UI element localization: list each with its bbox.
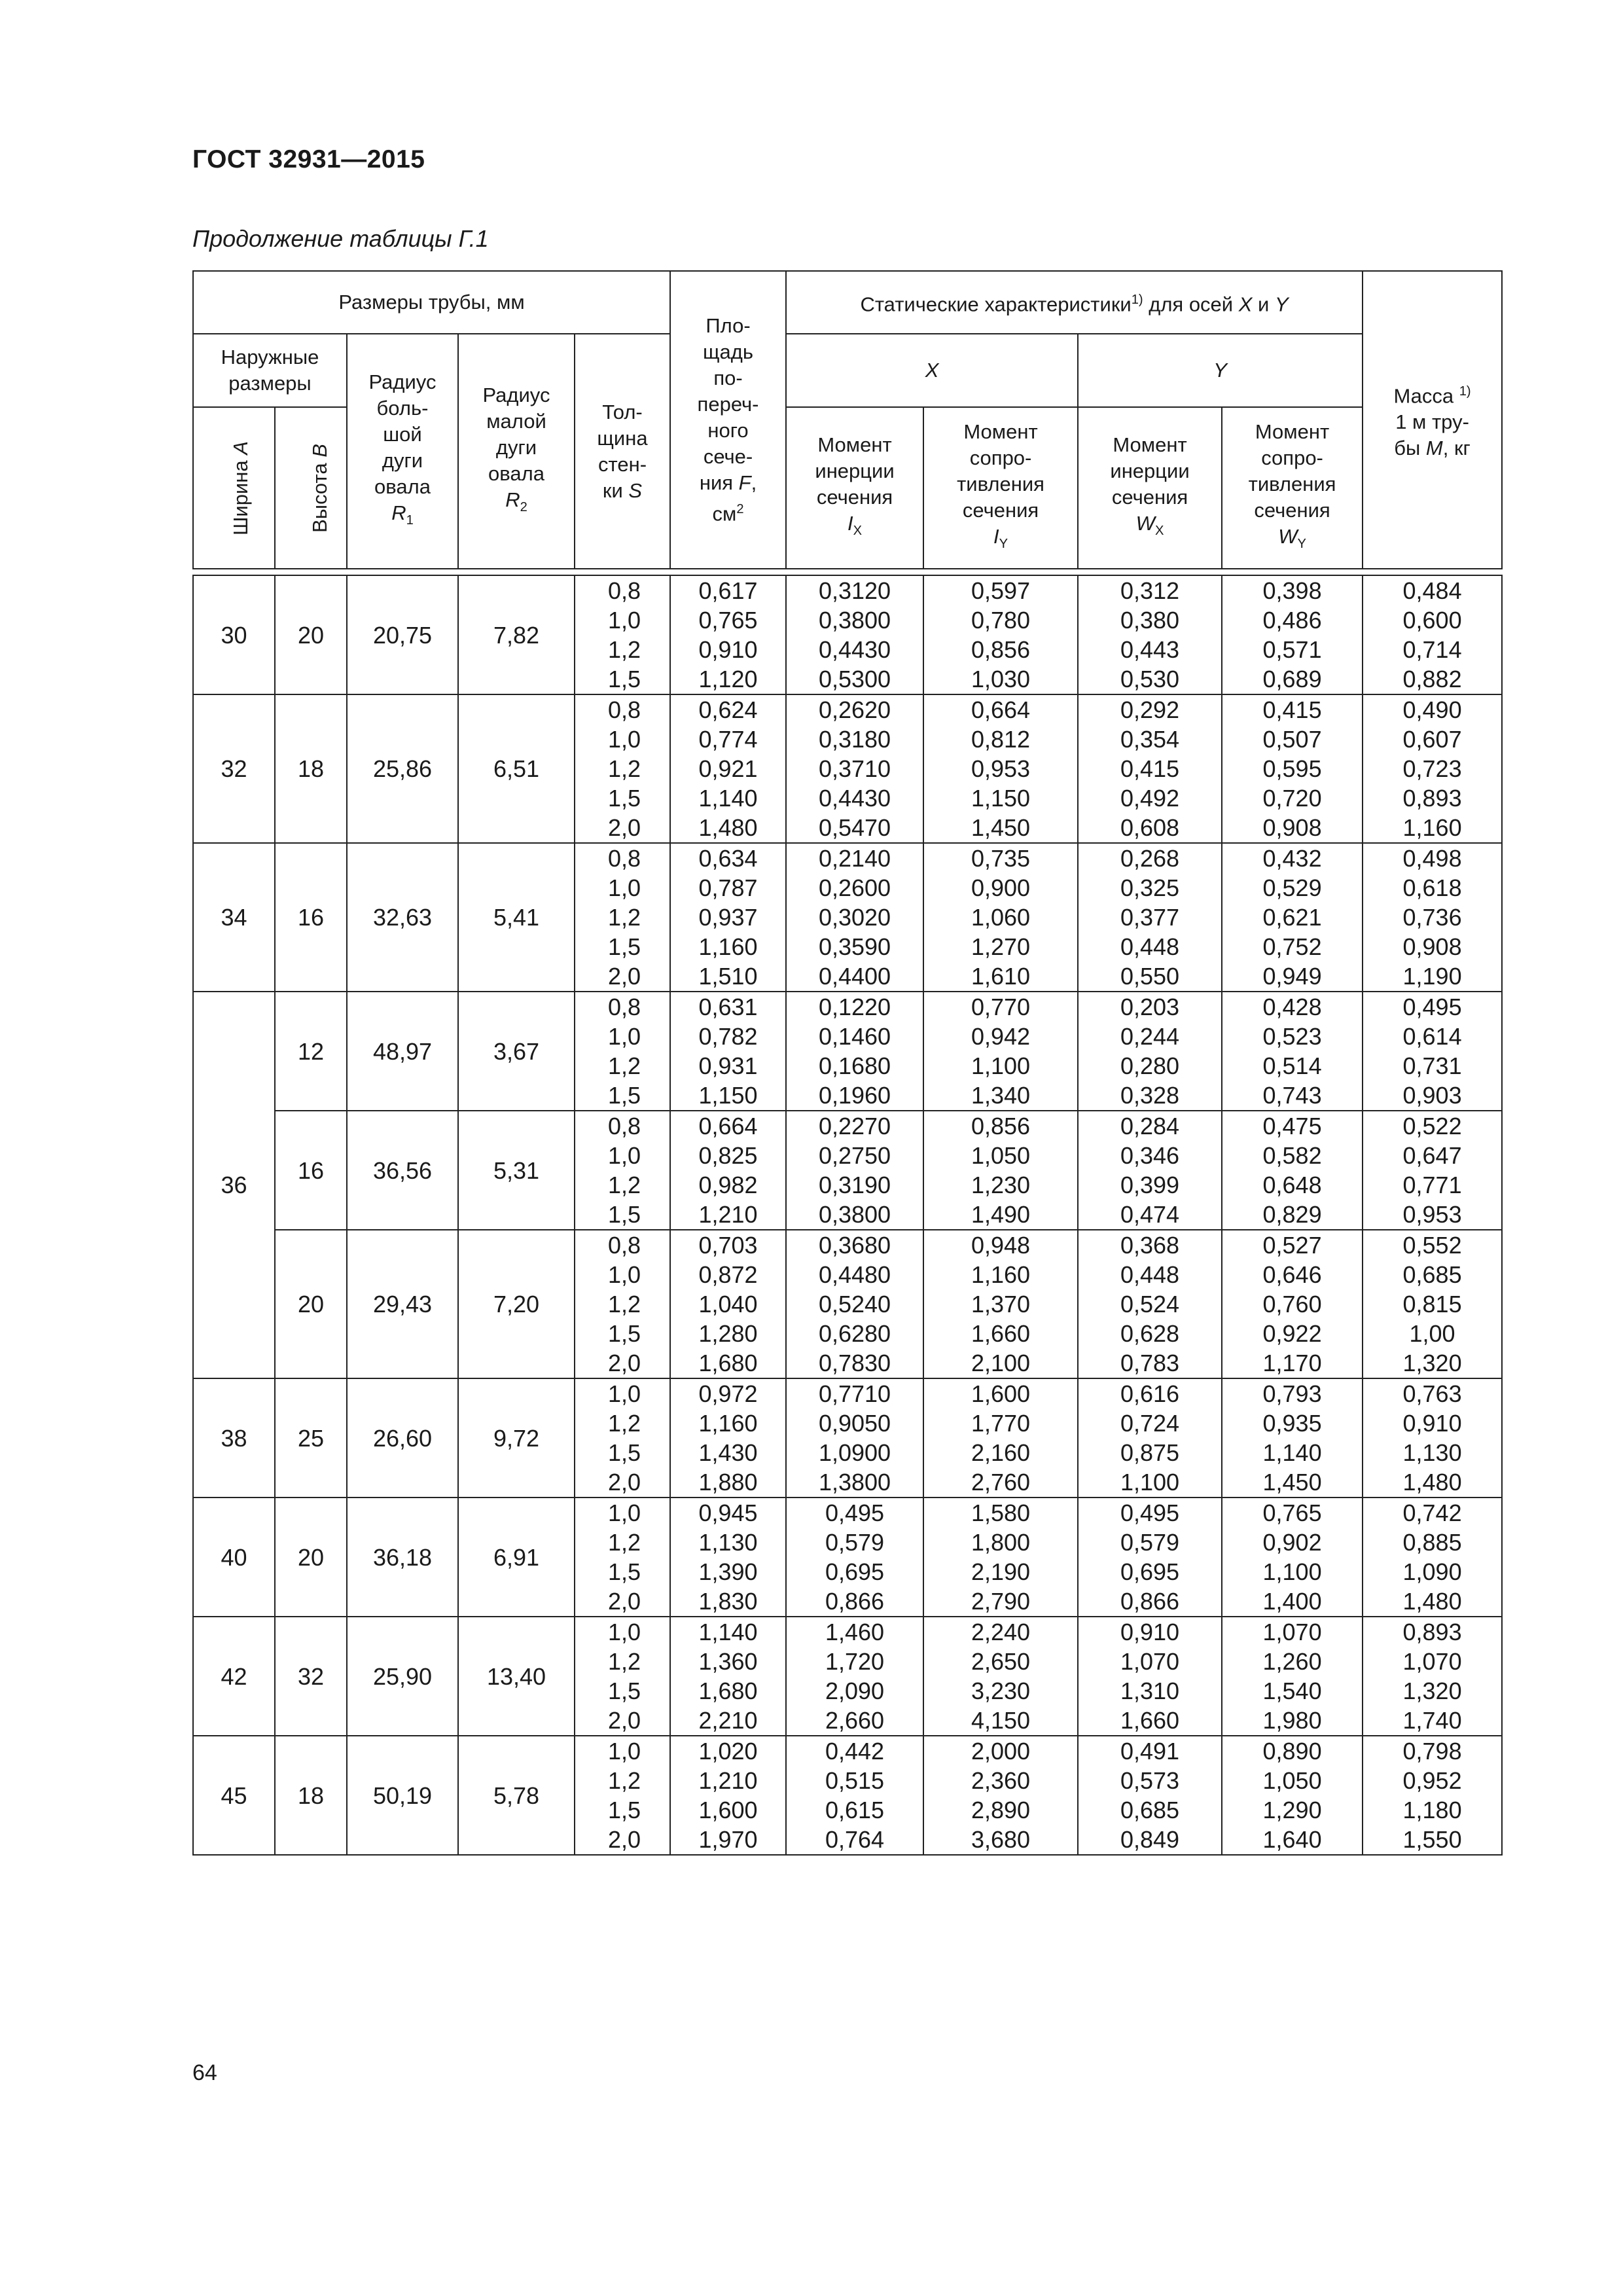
cell-iy: 0,856 1,050 1,230 1,490 [923,1111,1078,1230]
cell-r1: 36,18 [347,1498,458,1617]
table-row [193,843,1502,992]
cell-iy: 2,000 2,360 2,890 3,680 [923,1736,1078,1855]
header-separator [193,569,1502,575]
cell-mass: 0,490 0,607 0,723 0,893 1,160 [1363,694,1502,843]
header-axis-y: Y [1078,334,1363,407]
cell-wy: 1,070 1,260 1,540 1,980 [1222,1617,1363,1736]
cell-r1: 26,60 [347,1378,458,1498]
table-row [193,1230,1502,1378]
cell-height: 25 [275,1378,347,1498]
cell-wx: 0,292 0,354 0,415 0,492 0,608 [1078,694,1222,843]
cell-wx: 0,495 0,579 0,695 0,866 [1078,1498,1222,1617]
cell-ix: 0,3120 0,3800 0,4430 0,5300 [786,575,923,694]
cell-mass: 0,498 0,618 0,736 0,908 1,190 [1363,843,1502,992]
cell-r2: 7,20 [458,1230,575,1378]
header-axis-x: X [786,334,1078,407]
cell-wy: 0,398 0,486 0,571 0,689 [1222,575,1363,694]
cell-ix: 0,495 0,579 0,695 0,866 [786,1498,923,1617]
cell-width: 42 [193,1617,275,1736]
cell-r2: 13,40 [458,1617,575,1736]
cell-r2: 5,78 [458,1736,575,1855]
cell-iy: 1,600 1,770 2,160 2,760 [923,1378,1078,1498]
cell-r1: 32,63 [347,843,458,992]
cell-iy: 1,580 1,800 2,190 2,790 [923,1498,1078,1617]
cell-mass: 0,798 0,952 1,180 1,550 [1363,1736,1502,1855]
cell-height: 12 [275,992,347,1111]
cell-iy: 0,735 0,900 1,060 1,270 1,610 [923,843,1078,992]
cell-mass: 0,763 0,910 1,130 1,480 [1363,1378,1502,1498]
cell-height: 20 [275,575,347,694]
header-thickness: Тол- щина стен- ки S [575,334,670,569]
cell-thickness: 0,8 1,0 1,2 1,5 2,0 [575,694,670,843]
cell-iy: 0,597 0,780 0,856 1,030 [923,575,1078,694]
cell-area: 0,703 0,872 1,040 1,280 1,680 [670,1230,786,1378]
cell-wx: 0,284 0,346 0,399 0,474 [1078,1111,1222,1230]
cell-thickness: 1,0 1,2 1,5 2,0 [575,1498,670,1617]
cell-wx: 0,910 1,070 1,310 1,660 [1078,1617,1222,1736]
table-row [193,1617,1502,1736]
table-row [193,575,1502,694]
cell-r2: 5,41 [458,843,575,992]
cell-height: 16 [275,843,347,992]
cell-height: 20 [275,1498,347,1617]
cell-wx: 0,491 0,573 0,685 0,849 [1078,1736,1222,1855]
table-row [193,694,1502,843]
cell-r2: 6,91 [458,1498,575,1617]
cell-area: 0,945 1,130 1,390 1,830 [670,1498,786,1617]
cell-wx: 0,368 0,448 0,524 0,628 0,783 [1078,1230,1222,1378]
cell-thickness: 0,8 1,0 1,2 1,5 2,0 [575,843,670,992]
page-number: 64 [192,2060,217,2085]
cell-r1: 20,75 [347,575,458,694]
cell-area: 1,140 1,360 1,680 2,210 [670,1617,786,1736]
cell-wy: 0,432 0,529 0,621 0,752 0,949 [1222,843,1363,992]
table-row [193,1498,1502,1617]
cell-thickness: 1,0 1,2 1,5 2,0 [575,1736,670,1855]
header-wx: Момент инерции сечения $W_X$ [1078,407,1222,569]
header-pipe-dimensions: Размеры трубы, мм [193,271,670,334]
cell-ix: 0,2620 0,3180 0,3710 0,4430 0,5470 [786,694,923,843]
cell-thickness: 1,0 1,2 1,5 2,0 [575,1617,670,1736]
cell-wx: 0,312 0,380 0,443 0,530 [1078,575,1222,694]
cell-r2: 7,82 [458,575,575,694]
table-row [193,1736,1502,1855]
table-caption: Продолжение таблицы Г.1 [192,225,489,252]
header-mass: Масса $^{1)}$ 1 м тру- бы M, кг [1363,271,1502,569]
header-iy: Момент сопро- тивления сечения $I_Y$ [923,407,1078,569]
cell-height: 18 [275,694,347,843]
cell-ix: 0,2140 0,2600 0,3020 0,3590 0,4400 [786,843,923,992]
cell-mass: 0,522 0,647 0,771 0,953 [1363,1111,1502,1230]
cell-r1: 25,86 [347,694,458,843]
header-height: Высота B [275,407,347,569]
header-ix: Момент инерции сечения $I_X$ [786,407,923,569]
cell-ix: 0,3680 0,4480 0,5240 0,6280 0,7830 [786,1230,923,1378]
cell-wy: 0,415 0,507 0,595 0,720 0,908 [1222,694,1363,843]
cell-ix: 0,442 0,515 0,615 0,764 [786,1736,923,1855]
document-header: ГОСТ 32931—2015 [192,145,425,173]
cell-area: 0,972 1,160 1,430 1,880 [670,1378,786,1498]
cell-mass: 0,484 0,600 0,714 0,882 [1363,575,1502,694]
cell-wy: 0,475 0,582 0,648 0,829 [1222,1111,1363,1230]
cell-ix: 0,7710 0,9050 1,0900 1,3800 [786,1378,923,1498]
cell-area: 0,617 0,765 0,910 1,120 [670,575,786,694]
header-wy: Момент сопро- тивления сечения $W_Y$ [1222,407,1363,569]
cell-r1: 50,19 [347,1736,458,1855]
header-static-characteristics: Статические характеристики$^{1)}$ для осей X и Y [786,271,1363,334]
cell-height: 16 [275,1111,347,1230]
cell-r2: 6,51 [458,694,575,843]
table-row [193,1378,1502,1498]
header-outer-dimensions: Наружные размеры [193,334,347,407]
cell-width: 45 [193,1736,275,1855]
header-area: Пло- щадь по- переч- ного сече- ния F, $см^2$ [670,271,786,569]
cell-area: 0,664 0,825 0,982 1,210 [670,1111,786,1230]
cell-wx: 0,203 0,244 0,280 0,328 [1078,992,1222,1111]
cell-width: 30 [193,575,275,694]
cell-iy: 0,664 0,812 0,953 1,150 1,450 [923,694,1078,843]
table-row [193,992,1502,1111]
cell-r1: 48,97 [347,992,458,1111]
table-row [193,1111,1502,1230]
cell-area: 0,624 0,774 0,921 1,140 1,480 [670,694,786,843]
cell-width: 36 [193,992,275,1378]
cell-iy: 2,240 2,650 3,230 4,150 [923,1617,1078,1736]
cell-thickness: 0,8 1,0 1,2 1,5 2,0 [575,1230,670,1378]
cell-width: 32 [193,694,275,843]
cell-width: 38 [193,1378,275,1498]
header-r1: Радиус боль- шой дуги овала $R_1$ [347,334,458,569]
cell-area: 0,634 0,787 0,937 1,160 1,510 [670,843,786,992]
cell-r2: 3,67 [458,992,575,1111]
cell-thickness: 0,8 1,0 1,2 1,5 [575,992,670,1111]
cell-r1: 29,43 [347,1230,458,1378]
cell-mass: 0,552 0,685 0,815 1,00 1,320 [1363,1230,1502,1378]
cell-wy: 0,527 0,646 0,760 0,922 1,170 [1222,1230,1363,1378]
cell-wy: 0,793 0,935 1,140 1,450 [1222,1378,1363,1498]
cell-ix: 1,460 1,720 2,090 2,660 [786,1617,923,1736]
pipe-properties-table [192,270,1503,1856]
cell-wy: 0,765 0,902 1,100 1,400 [1222,1498,1363,1617]
cell-mass: 0,742 0,885 1,090 1,480 [1363,1498,1502,1617]
cell-area: 0,631 0,782 0,931 1,150 [670,992,786,1111]
cell-r1: 25,90 [347,1617,458,1736]
cell-iy: 0,948 1,160 1,370 1,660 2,100 [923,1230,1078,1378]
header-r2: Радиус малой дуги овала $R_2$ [458,334,575,569]
cell-width: 34 [193,843,275,992]
cell-thickness: 1,0 1,2 1,5 2,0 [575,1378,670,1498]
cell-thickness: 0,8 1,0 1,2 1,5 [575,1111,670,1230]
cell-wx: 0,616 0,724 0,875 1,100 [1078,1378,1222,1498]
cell-ix: 0,1220 0,1460 0,1680 0,1960 [786,992,923,1111]
cell-wx: 0,268 0,325 0,377 0,448 0,550 [1078,843,1222,992]
cell-mass: 0,495 0,614 0,731 0,903 [1363,992,1502,1111]
cell-area: 1,020 1,210 1,600 1,970 [670,1736,786,1855]
cell-r1: 36,56 [347,1111,458,1230]
cell-mass: 0,893 1,070 1,320 1,740 [1363,1617,1502,1736]
cell-height: 20 [275,1230,347,1378]
cell-thickness: 0,8 1,0 1,2 1,5 [575,575,670,694]
cell-iy: 0,770 0,942 1,100 1,340 [923,992,1078,1111]
cell-height: 32 [275,1617,347,1736]
cell-wy: 0,428 0,523 0,514 0,743 [1222,992,1363,1111]
cell-height: 18 [275,1736,347,1855]
header-width: Ширина A [193,407,275,569]
cell-r2: 5,31 [458,1111,575,1230]
cell-ix: 0,2270 0,2750 0,3190 0,3800 [786,1111,923,1230]
cell-width: 40 [193,1498,275,1617]
cell-r2: 9,72 [458,1378,575,1498]
cell-wy: 0,890 1,050 1,290 1,640 [1222,1736,1363,1855]
